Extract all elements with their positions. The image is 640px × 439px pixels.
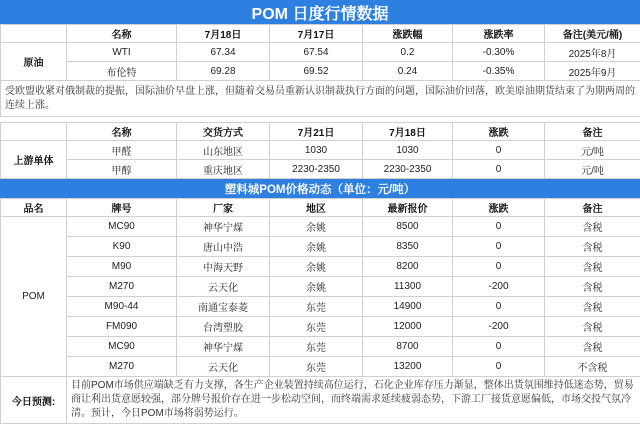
forecast-row [1,377,640,424]
monomer-price-previous: 1030 [363,141,453,160]
table-row [1,297,640,317]
pom-header-cell: 品名 [1,199,67,217]
monomer-header-row [1,123,640,141]
pom-price: 13200 [363,357,453,377]
crude-header-row [1,25,640,43]
monomer-header-cell: 涨跌 [453,123,545,141]
crude-change-rate: -0.30% [453,43,545,62]
pom-price: 8700 [363,337,453,357]
monomer-remark: 元/吨 [545,160,640,179]
monomer-name: 甲醛 [67,141,177,160]
pom-manufacturer: 神华宁煤 [177,337,270,357]
pom-price: 14900 [363,297,453,317]
pom-region: 东莞 [270,337,363,357]
monomer-delivery: 山东地区 [177,141,270,160]
pom-grade: M90 [67,257,177,277]
pom-remark: 含税 [545,337,640,357]
pom-header-cell: 牌号 [67,199,177,217]
pom-grade: M270 [67,277,177,297]
monomer-remark: 元/吨 [545,141,640,160]
table-row [1,141,640,160]
pom-region: 余姚 [270,217,363,237]
pom-price: 8500 [363,217,453,237]
monomer-header-cell: 备注 [545,123,640,141]
crude-change: 0.24 [363,62,453,81]
pom-change: 0 [453,257,545,277]
monomer-price-previous: 2230-2350 [363,160,453,179]
pom-change: 0 [453,337,545,357]
monomer-price-current: 1030 [270,141,363,160]
table-row [1,257,640,277]
table-row [1,337,640,357]
pom-change: -200 [453,317,545,337]
pom-remark: 不含税 [545,357,640,377]
crude-change: 0.2 [363,43,453,62]
pom-grade: K90 [67,237,177,257]
monomer-name: 甲醇 [67,160,177,179]
crude-remark: 2025年8月 [545,43,640,62]
table-row [1,317,640,337]
pom-manufacturer: 云天化 [177,277,270,297]
pom-header-cell: 厂家 [177,199,270,217]
pom-price: 11300 [363,277,453,297]
pom-price: 12000 [363,317,453,337]
pom-price-table [0,198,640,424]
section-label-monomer: 上游单体 [1,141,67,179]
page-title: POM 日度行情数据 [0,0,640,24]
crude-oil-table [0,24,640,179]
pom-remark: 含税 [545,277,640,297]
monomer-delivery: 重庆地区 [177,160,270,179]
pom-manufacturer: 南通宝泰菱 [177,297,270,317]
monomer-change: 0 [453,160,545,179]
pom-manufacturer: 云天化 [177,357,270,377]
section-label-crude: 原油 [1,43,67,81]
pom-region: 东莞 [270,297,363,317]
pom-region: 余姚 [270,277,363,297]
crude-header-cell: 备注(美元/桶) [545,25,640,43]
pom-price: 8200 [363,257,453,277]
crude-header-cell: 涨跌幅 [363,25,453,43]
pom-grade: FM090 [67,317,177,337]
pom-grade: MC90 [67,217,177,237]
forecast-text: 目前POM市场供应端缺乏有力支撑，各生产企业装置持续高位运行，石化企业库存压力渐显，整体出货氛围维持低迷态势，贸易商让利出货意愿较强，部分牌号报价存在进一步松动空间，而终端需求延续疲弱态势，下游工厂接货意愿偏低，市场交投气氛冷清。预计，今日POM市场将弱势运行。 [67,377,640,424]
pom-manufacturer: 台湾塑胶 [177,317,270,337]
crude-price-current: 67.34 [177,43,270,62]
pom-grade: MC90 [67,337,177,357]
pom-change: 0 [453,217,545,237]
crude-price-previous: 69.52 [270,62,363,81]
pom-region: 余姚 [270,257,363,277]
pom-region: 东莞 [270,357,363,377]
pom-header-cell: 地区 [270,199,363,217]
crude-header-cell: 7月17日 [270,25,363,43]
forecast-label: 今日预测: [1,377,67,424]
crude-price-current: 69.28 [177,62,270,81]
table-row [1,237,640,257]
pom-header-cell: 最新报价 [363,199,453,217]
pom-change: -200 [453,277,545,297]
pom-price: 8350 [363,237,453,257]
crude-header-cell: 名称 [67,25,177,43]
crude-name: WTI [67,43,177,62]
monomer-change: 0 [453,141,545,160]
pom-region: 余姚 [270,237,363,257]
pom-change: 0 [453,297,545,317]
pom-header-cell: 涨跌 [453,199,545,217]
pom-remark: 含税 [545,217,640,237]
crude-note-row [1,81,640,117]
pom-manufacturer: 唐山中浩 [177,237,270,257]
pom-remark: 含税 [545,297,640,317]
table-row [1,217,640,237]
table-row [1,43,640,62]
pom-manufacturer: 神华宁煤 [177,217,270,237]
crude-header-cell: 7月18日 [177,25,270,43]
monomer-header-cell: 7月21日 [270,123,363,141]
pom-remark: 含税 [545,317,640,337]
crude-price-previous: 67.54 [270,43,363,62]
table-row [1,357,640,377]
monomer-header-cell: 交货方式 [177,123,270,141]
pom-change: 0 [453,357,545,377]
pom-grade: M90-44 [67,297,177,317]
monomer-header-cell: 名称 [67,123,177,141]
monomer-price-current: 2230-2350 [270,160,363,179]
crude-market-note: 受欧盟收紧对俄制裁的提振，国际油价早盘上涨，但随着交易员重新认识制裁执行方面的问题，国际油价回落，欧美原油期货结束了为期两周的连续上涨。 [1,81,640,117]
pom-region: 东莞 [270,317,363,337]
pom-header-row [1,199,640,217]
crude-change-rate: -0.35% [453,62,545,81]
pom-remark: 含税 [545,237,640,257]
crude-remark: 2025年9月 [545,62,640,81]
pom-header-cell: 备注 [545,199,640,217]
pom-product-name: POM [1,217,67,377]
table-row [1,160,640,179]
pom-section-title: 塑料城POM价格动态（单位：元/吨） [0,179,640,198]
crude-name: 布伦特 [67,62,177,81]
pom-manufacturer: 中海天野 [177,257,270,277]
monomer-header-cell: 7月18日 [363,123,453,141]
crude-header-cell: 涨跌率 [453,25,545,43]
pom-change: 0 [453,237,545,257]
pom-remark: 含税 [545,257,640,277]
pom-grade: M270 [67,357,177,377]
table-row [1,277,640,297]
table-row [1,62,640,81]
